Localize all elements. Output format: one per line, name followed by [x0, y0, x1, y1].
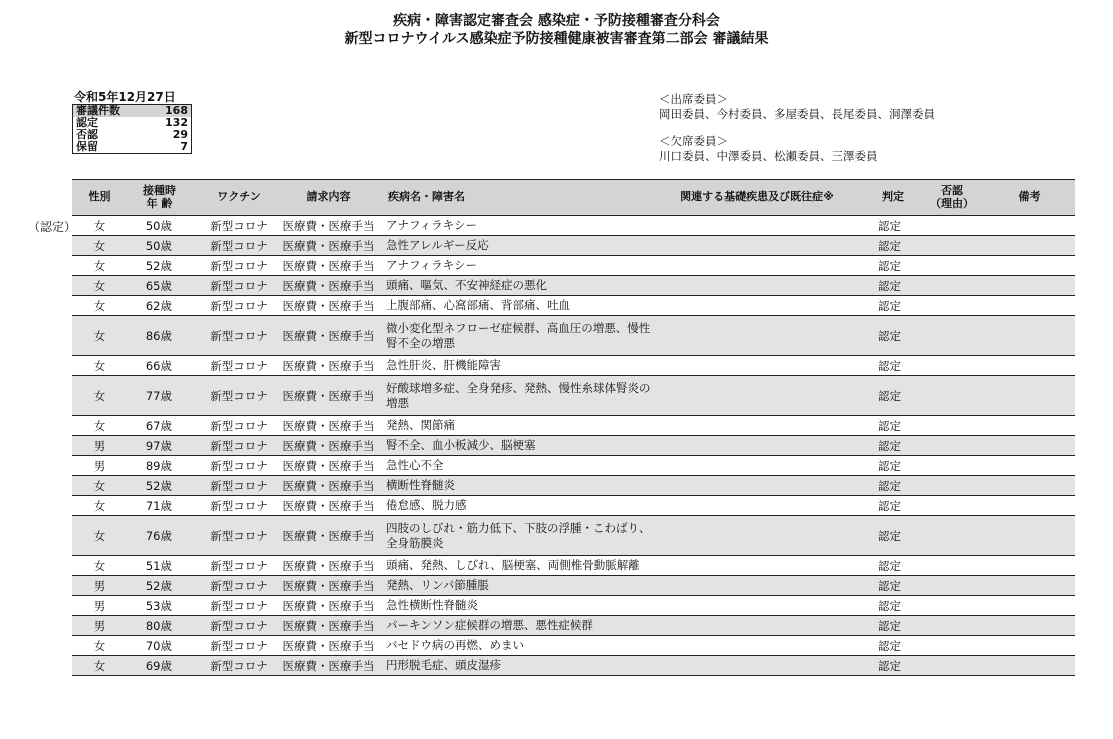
cell-age: 52歳: [145, 258, 172, 273]
cell-result: 認定: [878, 358, 901, 373]
cell-result: 認定: [878, 578, 901, 593]
cell-result: 認定: [878, 278, 901, 293]
table-row: [72, 436, 1075, 456]
cell-request: 医療費・医療手当: [282, 598, 375, 613]
cell-request: 医療費・医療手当: [282, 258, 375, 273]
cell-request: 医療費・医療手当: [282, 498, 375, 513]
cell-result: 認定: [878, 438, 901, 453]
table-row: [72, 216, 1075, 236]
cell-request: 医療費・医療手当: [282, 458, 375, 473]
cell-disease: バセドウ病の再燃、めまい: [386, 638, 524, 652]
cell-age: 97歳: [145, 438, 172, 453]
cell-disease: 円形脱毛症、頭皮湿疹: [386, 658, 501, 672]
cell-disease: 四肢のしびれ・筋力低下、下肢の浮腫・こわばり、全身筋膜炎: [386, 520, 651, 550]
cell-request: 医療費・医療手当: [282, 528, 375, 543]
absent-members: 川口委員、中澤委員、松瀬委員、三澤委員: [659, 149, 878, 163]
attending-members-header: ＜出席委員＞: [659, 92, 728, 106]
cell-result: 認定: [878, 558, 901, 573]
cell-age: 62歳: [145, 298, 172, 313]
cell-result: 認定: [878, 388, 901, 403]
cell-age: 67歳: [145, 418, 172, 433]
cell-sex: 男: [93, 438, 106, 453]
cell-disease: パーキンソン症候群の増悪、悪性症候群: [386, 618, 593, 632]
cell-age: 52歳: [145, 478, 172, 493]
cell-disease: 急性肝炎、肝機能障害: [386, 358, 501, 372]
section-label: （認定）: [28, 220, 77, 234]
col-header-reason-line2: （理由）: [930, 197, 974, 210]
cell-sex: 女: [93, 638, 106, 653]
table-row: [72, 496, 1075, 516]
cell-disease: 発熱、リンパ節腫脹: [386, 578, 489, 592]
cell-request: 医療費・医療手当: [282, 278, 375, 293]
cell-age: 71歳: [145, 498, 172, 513]
cell-vaccine: 新型コロナ: [210, 218, 268, 233]
cell-disease: 横断性脊髄炎: [386, 478, 455, 492]
stat-label: 否認: [76, 128, 98, 141]
cell-vaccine: 新型コロナ: [210, 238, 268, 253]
cell-vaccine: 新型コロナ: [210, 578, 268, 593]
cell-sex: 女: [93, 498, 106, 513]
cell-sex: 女: [93, 658, 106, 673]
stat-value: 132: [165, 116, 188, 129]
table-row: [72, 376, 1075, 416]
cell-result: 認定: [878, 298, 901, 313]
col-header-age-line2: 年 齢: [146, 197, 173, 210]
cell-sex: 男: [93, 598, 106, 613]
cell-vaccine: 新型コロナ: [210, 438, 268, 453]
summary-stats-table: [72, 104, 192, 154]
cell-sex: 女: [93, 258, 106, 273]
cell-vaccine: 新型コロナ: [210, 458, 268, 473]
cell-age: 51歳: [145, 558, 172, 573]
col-header-result: 判定: [882, 190, 904, 203]
results-table-body: [72, 216, 1075, 676]
cell-disease: 微小変化型ネフローゼ症候群、高血圧の増悪、慢性腎不全の増悪: [386, 320, 651, 350]
col-header-sex: 性別: [88, 190, 111, 203]
cell-sex: 女: [93, 388, 106, 403]
cell-age: 66歳: [145, 358, 172, 373]
stat-label: 保留: [76, 140, 98, 153]
cell-result: 認定: [878, 528, 901, 543]
col-header-reason-line1: 否認: [941, 184, 963, 197]
table-row: [72, 556, 1075, 576]
table-row: [72, 596, 1075, 616]
cell-vaccine: 新型コロナ: [210, 278, 268, 293]
cell-age: 69歳: [145, 658, 172, 673]
table-row: [72, 476, 1075, 496]
cell-sex: 男: [93, 618, 106, 633]
col-header-basic-disease: 関連する基礎疾患及び既往症※: [680, 190, 834, 203]
table-row: [72, 636, 1075, 656]
table-row: [72, 616, 1075, 636]
cell-result: 認定: [878, 478, 901, 493]
cell-result: 認定: [878, 638, 901, 653]
cell-vaccine: 新型コロナ: [210, 638, 268, 653]
cell-disease: アナフィラキシー: [386, 258, 477, 272]
absent-members-header: ＜欠席委員＞: [659, 134, 728, 148]
cell-age: 76歳: [145, 528, 172, 543]
cell-result: 認定: [878, 238, 901, 253]
document-title-line2: 新型コロナウイルス感染症予防接種健康被害審査第二部会 審議結果: [344, 31, 769, 47]
cell-disease: 急性アレルギー反応: [386, 238, 489, 252]
stat-label: 審議件数: [73, 105, 148, 118]
cell-request: 医療費・医療手当: [282, 478, 375, 493]
table-header: [72, 179, 1075, 216]
cell-disease: 腎不全、血小板減少、脳梗塞: [386, 438, 536, 452]
cell-age: 77歳: [145, 388, 172, 403]
cell-vaccine: 新型コロナ: [210, 658, 268, 673]
cell-result: 認定: [878, 218, 901, 233]
cell-result: 認定: [878, 418, 901, 433]
cell-age: 70歳: [145, 638, 172, 653]
cell-vaccine: 新型コロナ: [210, 478, 268, 493]
cell-disease: 上腹部痛、心窩部痛、背部痛、吐血: [386, 298, 570, 312]
cell-request: 医療費・医療手当: [282, 638, 375, 653]
cell-age: 52歳: [145, 578, 172, 593]
cell-age: 50歳: [145, 218, 172, 233]
cell-age: 86歳: [145, 328, 172, 343]
cell-request: 医療費・医療手当: [282, 558, 375, 573]
cell-result: 認定: [878, 258, 901, 273]
cell-result: 認定: [878, 598, 901, 613]
meeting-date: 令和5年12月27日: [74, 90, 176, 104]
cell-sex: 女: [93, 238, 106, 253]
table-row: [72, 656, 1075, 676]
stat-value: 7: [180, 140, 188, 153]
table-row: [72, 516, 1075, 556]
cell-request: 医療費・医療手当: [282, 578, 375, 593]
attending-members: 岡田委員、今村委員、多屋委員、長尾委員、洞澤委員: [659, 107, 935, 121]
table-row: [72, 416, 1075, 436]
cell-request: 医療費・医療手当: [282, 438, 375, 453]
cell-vaccine: 新型コロナ: [210, 558, 268, 573]
cell-vaccine: 新型コロナ: [210, 328, 268, 343]
cell-result: 認定: [878, 498, 901, 513]
table-row: [72, 296, 1075, 316]
col-header-notes: 備考: [1018, 190, 1041, 203]
col-header-vaccine: ワクチン: [217, 190, 261, 203]
cell-sex: 女: [93, 328, 106, 343]
cell-age: 80歳: [145, 618, 172, 633]
cell-vaccine: 新型コロナ: [210, 258, 268, 273]
stat-value: 29: [172, 128, 188, 141]
cell-result: 認定: [878, 618, 901, 633]
table-row: [72, 456, 1075, 476]
cell-sex: 女: [93, 418, 106, 433]
cell-request: 医療費・医療手当: [282, 358, 375, 373]
cell-sex: 女: [93, 528, 106, 543]
cell-disease: 発熱、関節痛: [386, 418, 455, 432]
cell-vaccine: 新型コロナ: [210, 598, 268, 613]
cell-request: 医療費・医療手当: [282, 658, 375, 673]
cell-age: 65歳: [145, 278, 172, 293]
cell-disease: 好酸球増多症、全身発疹、発熱、慢性糸球体腎炎の増悪: [386, 380, 651, 410]
cell-sex: 女: [93, 558, 106, 573]
stat-row-pending: [73, 141, 192, 154]
cell-result: 認定: [878, 658, 901, 673]
cell-vaccine: 新型コロナ: [210, 298, 268, 313]
cell-request: 医療費・医療手当: [282, 238, 375, 253]
cell-vaccine: 新型コロナ: [210, 528, 268, 543]
cell-request: 医療費・医療手当: [282, 328, 375, 343]
cell-sex: 女: [93, 478, 106, 493]
table-row: [72, 276, 1075, 296]
stat-label: 認定: [76, 116, 98, 129]
cell-vaccine: 新型コロナ: [210, 358, 268, 373]
cell-disease: アナフィラキシー: [386, 218, 477, 232]
cell-disease: 急性心不全: [386, 458, 444, 472]
cell-sex: 女: [93, 298, 106, 313]
cell-sex: 女: [93, 358, 106, 373]
col-header-age-line1: 接種時: [143, 184, 176, 197]
cell-request: 医療費・医療手当: [282, 618, 375, 633]
cell-vaccine: 新型コロナ: [210, 498, 268, 513]
cell-age: 53歳: [145, 598, 172, 613]
table-row: [72, 576, 1075, 596]
cell-disease: 急性横断性脊髄炎: [386, 598, 478, 612]
cell-vaccine: 新型コロナ: [210, 388, 268, 403]
table-row: [72, 236, 1075, 256]
cell-sex: 女: [93, 278, 106, 293]
col-header-disease: 疾病名・障害名: [388, 190, 465, 203]
table-row: [72, 356, 1075, 376]
cell-disease: 倦怠感、脱力感: [386, 498, 467, 512]
cell-result: 認定: [878, 458, 901, 473]
cell-vaccine: 新型コロナ: [210, 418, 268, 433]
cell-sex: 男: [93, 458, 106, 473]
table-row: [72, 256, 1075, 276]
cell-request: 医療費・医療手当: [282, 298, 375, 313]
cell-disease: 頭痛、発熱、しびれ、脳梗塞、両側椎骨動脈解離: [386, 558, 640, 572]
col-header-request: 請求内容: [306, 190, 351, 203]
cell-age: 50歳: [145, 238, 172, 253]
cell-request: 医療費・医療手当: [282, 418, 375, 433]
document-title-line1: 疾病・障害認定審査会 感染症・予防接種審査分科会: [393, 13, 720, 29]
cell-sex: 女: [93, 218, 106, 233]
stat-value: 168: [148, 105, 192, 118]
cell-sex: 男: [93, 578, 106, 593]
cell-age: 89歳: [145, 458, 172, 473]
cell-result: 認定: [878, 328, 901, 343]
cell-vaccine: 新型コロナ: [210, 618, 268, 633]
cell-request: 医療費・医療手当: [282, 388, 375, 403]
cell-request: 医療費・医療手当: [282, 218, 375, 233]
table-row: [72, 316, 1075, 356]
cell-disease: 頭痛、嘔気、不安神経症の悪化: [386, 278, 547, 292]
